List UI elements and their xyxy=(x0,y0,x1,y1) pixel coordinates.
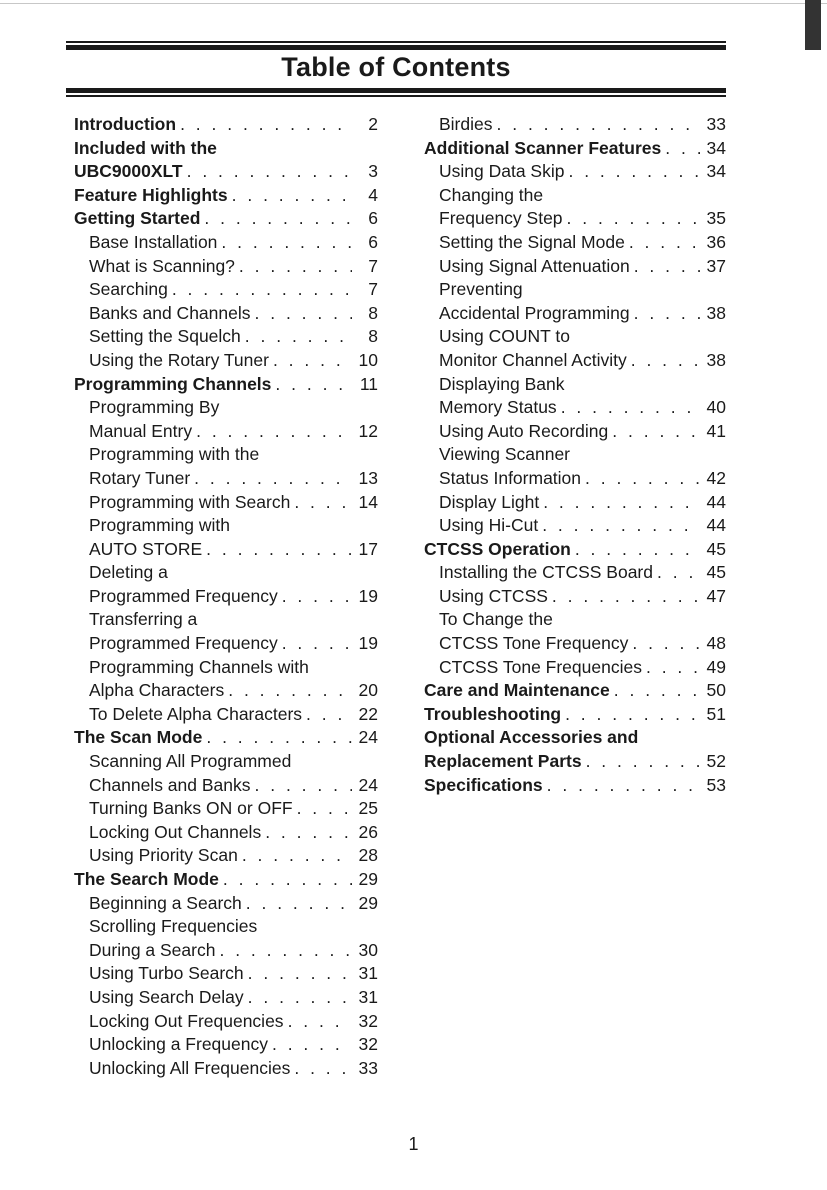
toc-dot-leader xyxy=(273,349,352,373)
toc-entry-label: Viewing Scanner xyxy=(439,444,571,465)
toc-entry-label: Banks and Channels xyxy=(89,302,251,323)
toc-page-number: 37 xyxy=(706,255,726,276)
toc-page-number: 31 xyxy=(358,963,378,984)
toc-sub-entry[interactable] xyxy=(424,585,726,609)
toc-entry-label: Setting the Signal Mode xyxy=(439,231,625,252)
toc-dot-leader xyxy=(294,491,352,515)
toc-page-number: 22 xyxy=(358,703,378,724)
toc-entry-label: The Scan Mode xyxy=(74,727,203,748)
toc-entry-label: Troubleshooting xyxy=(424,703,562,724)
toc-entry-label: Using Turbo Search xyxy=(89,963,244,984)
toc-dot-leader xyxy=(585,467,700,491)
toc-dot-leader xyxy=(306,703,352,727)
toc-dot-leader xyxy=(543,491,700,515)
toc-entry-label: Using CTCSS xyxy=(439,585,548,606)
toc-dot-leader xyxy=(614,679,700,703)
toc-dot-leader xyxy=(552,585,700,609)
toc-dot-leader xyxy=(221,231,352,255)
toc-entry-label: During a Search xyxy=(89,939,216,960)
toc-entry-label: Scrolling Frequencies xyxy=(89,916,258,937)
toc-page-number: 6 xyxy=(368,208,378,229)
toc-entry-label: Programmed Frequency xyxy=(89,585,278,606)
toc-entry-label: Preventing xyxy=(439,279,523,300)
toc-sub-entry[interactable] xyxy=(74,278,378,302)
toc-sub-entry[interactable] xyxy=(74,231,378,255)
toc-entry-label: Monitor Channel Activity xyxy=(439,349,627,370)
toc-sub-entry[interactable] xyxy=(74,349,378,373)
toc-entry-label: To Delete Alpha Characters xyxy=(89,703,303,724)
toc-dot-leader xyxy=(204,207,352,231)
toc-heading-entry[interactable] xyxy=(424,750,726,774)
toc-dot-leader xyxy=(547,774,700,798)
toc-dot-leader xyxy=(282,585,352,609)
toc-entry-label: Unlocking a Frequency xyxy=(89,1034,268,1055)
toc-sub-entry[interactable] xyxy=(74,915,378,939)
toc-page-number: 51 xyxy=(706,703,726,724)
toc-dot-leader xyxy=(248,986,352,1010)
header-bottom-rule-thick xyxy=(66,88,726,93)
toc-entry-label: Using Hi-Cut xyxy=(439,515,539,536)
toc-entry-label: Locking Out Channels xyxy=(89,821,262,842)
toc-sub-entry[interactable] xyxy=(424,255,726,279)
toc-entry-label: UBC9000XLT xyxy=(74,161,183,182)
toc-entry-label: Alpha Characters xyxy=(89,680,225,701)
toc-sub-entry[interactable] xyxy=(74,797,378,821)
toc-sub-entry[interactable] xyxy=(74,939,378,963)
toc-dot-leader xyxy=(568,160,700,184)
toc-entry-label: What is Scanning? xyxy=(89,255,235,276)
toc-sub-entry[interactable] xyxy=(74,514,378,538)
toc-entry-label: To Change the xyxy=(439,609,553,630)
toc-dot-leader xyxy=(629,231,700,255)
toc-right-column xyxy=(424,113,726,797)
toc-sub-entry[interactable] xyxy=(74,656,378,680)
toc-dot-leader xyxy=(194,467,352,491)
toc-sub-entry[interactable] xyxy=(424,184,726,208)
toc-left-column xyxy=(74,113,378,1080)
toc-dot-leader xyxy=(634,302,700,326)
toc-page-number: 31 xyxy=(358,986,378,1007)
toc-entry-label: Feature Highlights xyxy=(74,184,228,205)
header-top-rule-thin xyxy=(66,41,726,43)
toc-entry-label: CTCSS Tone Frequency xyxy=(439,633,629,654)
toc-entry-label: Included with the xyxy=(74,137,217,158)
toc-dot-leader xyxy=(665,137,700,161)
toc-sub-entry[interactable] xyxy=(74,774,378,798)
toc-entry-label: Status Information xyxy=(439,467,582,488)
toc-sub-entry[interactable] xyxy=(74,821,378,845)
toc-page-number: 7 xyxy=(368,279,378,300)
toc-dot-leader xyxy=(288,1010,352,1034)
toc-dot-leader xyxy=(567,207,700,231)
toc-sub-entry[interactable] xyxy=(74,443,378,467)
toc-page-number: 40 xyxy=(706,397,726,418)
toc-entry-label: Base Installation xyxy=(89,231,218,252)
toc-heading-entry[interactable] xyxy=(74,373,378,397)
toc-page-number: 3 xyxy=(368,161,378,182)
toc-page-number: 2 xyxy=(368,114,378,134)
toc-dot-leader xyxy=(242,844,352,868)
toc-entry-label: Beginning a Search xyxy=(89,892,242,913)
toc-page-number: 53 xyxy=(706,774,726,795)
toc-entry-label: Using Signal Attenuation xyxy=(439,255,630,276)
toc-entry-label: Programming with xyxy=(89,515,231,536)
toc-page-number: 7 xyxy=(368,255,378,276)
toc-dot-leader xyxy=(265,821,352,845)
toc-sub-entry[interactable] xyxy=(424,278,726,302)
toc-entry-label: Care and Maintenance xyxy=(424,680,610,701)
toc-heading-entry[interactable] xyxy=(424,679,726,703)
toc-entry-label: Specifications xyxy=(424,774,543,795)
toc-dot-leader xyxy=(239,255,352,279)
toc-page-number: 11 xyxy=(359,373,378,394)
toc-dot-leader xyxy=(228,679,352,703)
toc-heading-entry[interactable] xyxy=(74,726,378,750)
toc-sub-entry[interactable] xyxy=(424,207,726,231)
toc-page-number: 17 xyxy=(358,538,378,559)
toc-entry-label: Setting the Squelch xyxy=(89,326,241,347)
toc-sub-entry[interactable] xyxy=(424,467,726,491)
header-bottom-rule-thin xyxy=(66,95,726,97)
toc-sub-entry[interactable] xyxy=(74,491,378,515)
toc-entry-label: Channels and Banks xyxy=(89,774,251,795)
toc-dot-leader xyxy=(565,703,700,727)
toc-sub-entry[interactable] xyxy=(74,420,378,444)
toc-entry-label: AUTO STORE xyxy=(89,538,203,559)
toc-page-number: 29 xyxy=(358,892,378,913)
toc-entry-label: The Search Mode xyxy=(74,869,219,889)
page-number: 1 xyxy=(408,1134,419,1154)
toc-entry-label: Birdies xyxy=(439,114,493,134)
toc-sub-entry[interactable] xyxy=(424,443,726,467)
toc-dot-leader xyxy=(272,1033,352,1057)
toc-sub-entry[interactable] xyxy=(424,160,726,184)
toc-sub-entry[interactable] xyxy=(74,1010,378,1034)
toc-dot-leader xyxy=(586,750,700,774)
toc-page-number: 4 xyxy=(368,184,378,205)
toc-heading-entry[interactable] xyxy=(74,207,378,231)
toc-entry-label: Programming Channels xyxy=(74,373,272,394)
toc-dot-leader xyxy=(206,538,352,562)
toc-page-number: 35 xyxy=(706,208,726,229)
toc-sub-entry[interactable] xyxy=(424,491,726,515)
toc-dot-leader xyxy=(542,514,700,538)
toc-entry-label: Additional Scanner Features xyxy=(424,137,662,158)
toc-dot-leader xyxy=(245,325,352,349)
toc-page-number: 8 xyxy=(368,302,378,323)
toc-entry-label: Programming By xyxy=(89,397,220,418)
toc-page-number: 12 xyxy=(358,420,378,441)
toc-page-number: 19 xyxy=(358,633,378,654)
toc-heading-entry[interactable] xyxy=(74,137,378,161)
toc-dot-leader xyxy=(632,632,700,656)
toc-entry-label: Changing the xyxy=(439,184,544,205)
toc-entry-label: Displaying Bank xyxy=(439,373,565,394)
toc-page-number: 26 xyxy=(358,821,378,842)
toc-sub-entry[interactable] xyxy=(424,420,726,444)
toc-page-number: 32 xyxy=(358,1034,378,1055)
toc-page-number: 48 xyxy=(706,633,726,654)
toc-dot-leader xyxy=(206,726,352,750)
toc-entry-label: Programming Channels with xyxy=(89,656,309,677)
toc-entry-label: Turning Banks ON or OFF xyxy=(89,798,293,819)
toc-sub-entry[interactable] xyxy=(74,255,378,279)
toc-heading-entry[interactable] xyxy=(424,538,726,562)
toc-dot-leader xyxy=(575,538,700,562)
toc-page-number: 42 xyxy=(706,467,726,488)
toc-page-number: 33 xyxy=(706,114,726,134)
toc-page-number: 34 xyxy=(706,161,726,182)
page-corner-mark xyxy=(805,0,821,50)
toc-page-number: 38 xyxy=(706,349,726,370)
toc-entry-label: Memory Status xyxy=(439,397,557,418)
toc-dot-leader xyxy=(612,420,700,444)
toc-entry-label: Accidental Programming xyxy=(439,302,630,323)
toc-dot-leader xyxy=(255,774,353,798)
toc-entry-label: Unlocking All Frequencies xyxy=(89,1057,291,1078)
toc-page-number: 47 xyxy=(706,585,726,606)
toc-entry-label: Programming with the xyxy=(89,444,260,465)
toc-sub-entry[interactable] xyxy=(424,373,726,397)
toc-page-number: 13 xyxy=(358,467,378,488)
toc-entry-label: Manual Entry xyxy=(89,420,193,441)
toc-sub-entry[interactable] xyxy=(74,1057,378,1081)
toc-heading-entry[interactable] xyxy=(74,160,378,184)
toc-sub-entry[interactable] xyxy=(74,632,378,656)
toc-entry-label: Using Search Delay xyxy=(89,986,244,1007)
toc-sub-entry[interactable] xyxy=(74,679,378,703)
toc-page-number: 30 xyxy=(358,939,378,960)
scan-edge-line xyxy=(0,3,827,4)
toc-sub-entry[interactable] xyxy=(424,302,726,326)
toc-page-number: 29 xyxy=(358,869,378,889)
toc-entry-label: Getting Started xyxy=(74,208,201,229)
toc-sub-entry[interactable] xyxy=(74,561,378,585)
toc-entry-label: Searching xyxy=(89,279,168,300)
toc-entry-label: Transferring a xyxy=(89,609,198,630)
toc-sub-entry[interactable] xyxy=(74,892,378,916)
toc-heading-entry[interactable] xyxy=(424,774,726,798)
toc-dot-leader xyxy=(294,1057,352,1081)
toc-entry-label: Installing the CTCSS Board xyxy=(439,562,653,583)
toc-heading-entry[interactable] xyxy=(74,113,378,137)
toc-dot-leader xyxy=(223,868,352,892)
toc-sub-entry[interactable] xyxy=(74,844,378,868)
toc-page-number: 24 xyxy=(358,774,378,795)
toc-page-number: 45 xyxy=(706,538,726,559)
toc-sub-entry[interactable] xyxy=(74,538,378,562)
toc-page-number: 25 xyxy=(358,798,378,819)
toc-sub-entry[interactable] xyxy=(424,113,726,137)
toc-page-number: 44 xyxy=(706,491,726,512)
toc-dot-leader xyxy=(657,561,700,585)
toc-page-number: 14 xyxy=(358,491,378,512)
toc-entry-label: CTCSS Tone Frequencies xyxy=(439,656,642,677)
toc-dot-leader xyxy=(172,278,352,302)
toc-entry-label: Using Priority Scan xyxy=(89,845,238,866)
toc-sub-entry[interactable] xyxy=(424,231,726,255)
toc-page-number: 50 xyxy=(706,680,726,701)
toc-dot-leader xyxy=(246,892,352,916)
toc-heading-entry[interactable] xyxy=(424,726,726,750)
toc-page-number: 49 xyxy=(706,656,726,677)
toc-entry-label: Using the Rotary Tuner xyxy=(89,349,269,370)
toc-entry-label: Locking Out Frequencies xyxy=(89,1010,284,1031)
toc-sub-entry[interactable] xyxy=(74,1033,378,1057)
toc-sub-entry[interactable] xyxy=(74,467,378,491)
toc-sub-entry[interactable] xyxy=(74,396,378,420)
toc-sub-entry[interactable] xyxy=(424,514,726,538)
toc-heading-entry[interactable] xyxy=(424,703,726,727)
toc-sub-entry[interactable] xyxy=(74,302,378,326)
toc-page-number: 6 xyxy=(368,231,378,252)
toc-page-number: 45 xyxy=(706,562,726,583)
toc-dot-leader xyxy=(187,160,352,184)
toc-dot-leader xyxy=(297,797,352,821)
toc-page-number: 10 xyxy=(358,349,378,370)
header-top-rule-thick xyxy=(66,45,726,50)
toc-entry-label: Replacement Parts xyxy=(424,751,582,772)
toc-sub-entry[interactable] xyxy=(424,561,726,585)
toc-entry-label: Programming with Search xyxy=(89,491,291,512)
toc-entry-label: Programmed Frequency xyxy=(89,633,278,654)
toc-dot-leader xyxy=(497,113,701,137)
toc-sub-entry[interactable] xyxy=(424,349,726,373)
toc-dot-leader xyxy=(282,632,352,656)
toc-dot-leader xyxy=(275,373,352,397)
toc-dot-leader xyxy=(180,113,352,137)
toc-page-number: 36 xyxy=(706,231,726,252)
toc-dot-leader xyxy=(631,349,700,373)
toc-page-number: 28 xyxy=(358,845,378,866)
toc-sub-entry[interactable] xyxy=(74,703,378,727)
toc-dot-leader xyxy=(232,184,352,208)
toc-page-number: 41 xyxy=(706,420,726,441)
toc-dot-leader xyxy=(634,255,700,279)
toc-entry-label: Introduction xyxy=(74,114,177,134)
toc-entry-label: Using Auto Recording xyxy=(439,420,609,441)
toc-dot-leader xyxy=(561,396,700,420)
toc-sub-entry[interactable] xyxy=(424,396,726,420)
toc-entry-label: Using COUNT to xyxy=(439,326,570,347)
toc-page-number: 19 xyxy=(358,585,378,606)
toc-heading-entry[interactable] xyxy=(74,184,378,208)
toc-sub-entry[interactable] xyxy=(424,608,726,632)
toc-sub-entry[interactable] xyxy=(424,656,726,680)
toc-entry-label: Frequency Step xyxy=(439,208,563,229)
toc-entry-label: Rotary Tuner xyxy=(89,467,191,488)
toc-entry-label: Deleting a xyxy=(89,562,168,583)
toc-dot-leader xyxy=(196,420,352,444)
toc-dot-leader xyxy=(255,302,353,326)
toc-dot-leader xyxy=(646,656,700,680)
toc-dot-leader xyxy=(219,939,352,963)
toc-sub-entry[interactable] xyxy=(74,986,378,1010)
toc-page-number: 52 xyxy=(706,751,726,772)
page-title: Table of Contents xyxy=(281,52,511,82)
toc-heading-entry[interactable] xyxy=(424,137,726,161)
toc-entry-label: Scanning All Programmed xyxy=(89,751,292,772)
toc-entry-label: Using Data Skip xyxy=(439,161,565,182)
toc-page-number: 33 xyxy=(358,1057,378,1078)
toc-sub-entry[interactable] xyxy=(424,325,726,349)
toc-page-number: 20 xyxy=(358,680,378,701)
toc-page-number: 34 xyxy=(706,137,726,158)
toc-sub-entry[interactable] xyxy=(74,608,378,632)
toc-page-number: 8 xyxy=(368,326,378,347)
toc-sub-entry[interactable] xyxy=(424,632,726,656)
toc-sub-entry[interactable] xyxy=(74,750,378,774)
toc-page-number: 38 xyxy=(706,302,726,323)
toc-page-number: 32 xyxy=(358,1010,378,1031)
toc-sub-entry[interactable] xyxy=(74,325,378,349)
toc-page-number: 24 xyxy=(358,727,378,748)
toc-entry-label: Display Light xyxy=(439,491,540,512)
toc-entry-label: CTCSS Operation xyxy=(424,538,571,559)
toc-sub-entry[interactable] xyxy=(74,585,378,609)
toc-page-number: 44 xyxy=(706,515,726,536)
toc-entry-label: Optional Accessories and xyxy=(424,727,639,748)
toc-heading-entry[interactable] xyxy=(74,868,378,892)
toc-sub-entry[interactable] xyxy=(74,962,378,986)
toc-dot-leader xyxy=(248,962,352,986)
